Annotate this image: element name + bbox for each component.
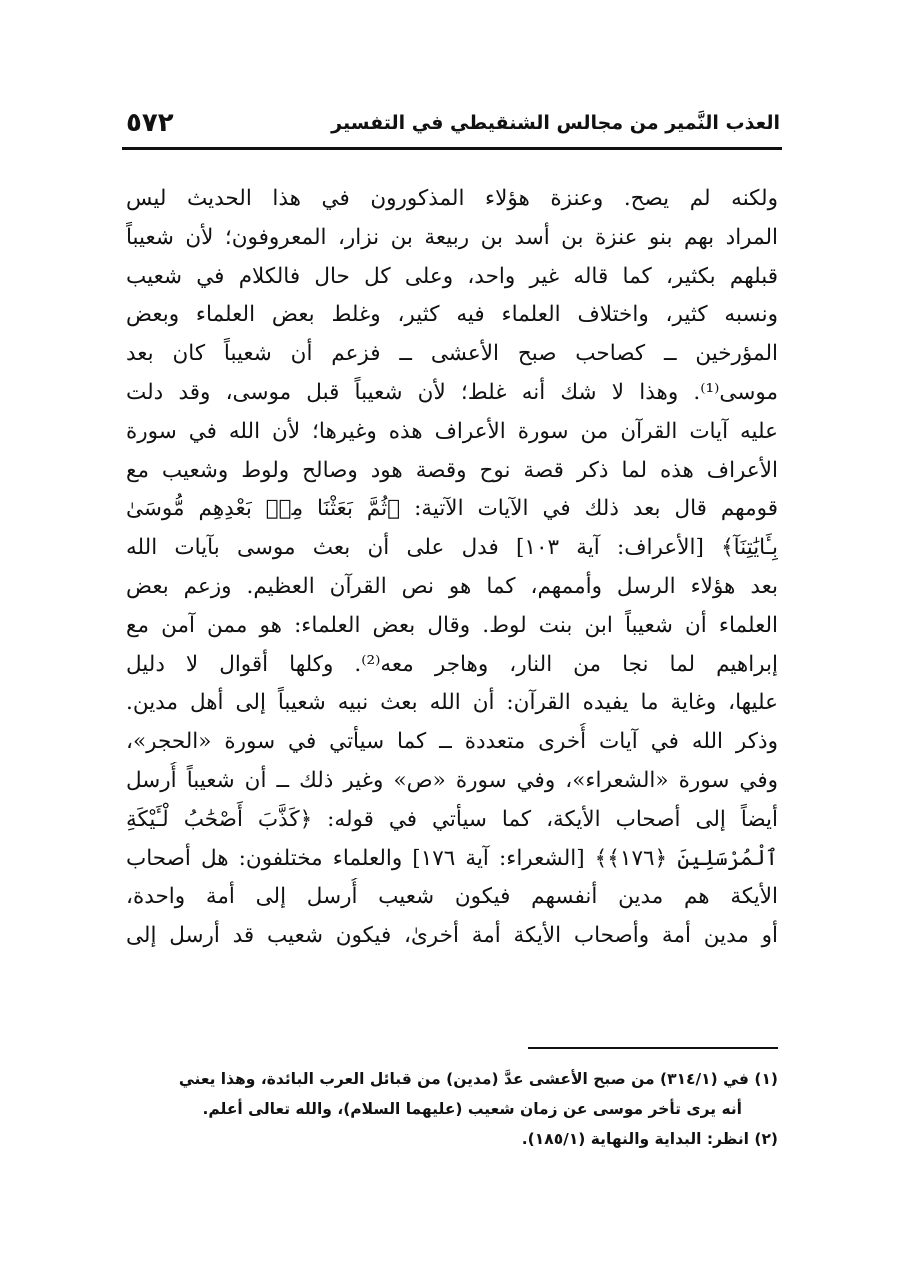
header-rule [122, 147, 782, 150]
text-line: عليه آيات القرآن من سورة الأعراف هذه وغيرها؛ لأن الله في سورة [126, 418, 778, 444]
text-line: المراد بهم بنو عنزة بن أسد بن ربيعة بن نزار، المعروفون؛ لأن شعيباً [126, 224, 778, 250]
text-line: قبلهم بكثير، كما قاله غير واحد، وعلى كل حال فالكلام في شعيب [126, 263, 778, 289]
text-line: موسى⁽¹⁾. وهذا لا شك أنه غلط؛ لأن شعيباً قبل موسى، وقد دلت [126, 379, 778, 405]
text-line: ونسبه كثير، واختلاف العلماء فيه كثير، وغلط بعض العلماء وبعض [126, 302, 778, 328]
text-line: الأيكة هم مدين أنفسهم فيكون شعيب أُرسل إلى أمة واحدة، [126, 884, 778, 910]
text-line: الأعراف هذه لما ذكر قصة نوح وقصة هود وصالح ولوط وشعيب مع [126, 457, 778, 483]
text-line: ٱلْمُرْسَلِينَ ﴿١٧٦﴾﴾ [الشعراء: آية ١٧٦] والعلماء مختلفون: هل أصحاب [126, 845, 778, 871]
text-line: ولكنه لم يصح. وعنزة هؤلاء المذكورون في هذا الحديث ليس [126, 186, 778, 211]
footnote-1-continuation: أنه يرى تأخر موسى عن زمان شعيب (عليهما السلام)، والله تعالى أعلم. [202, 1100, 742, 1118]
text-line: أيضاً إلى أصحاب الأيكة، كما سيأتي في قوله: ﴿كَذَّبَ أَصْحَٰبُ لْـَٔيْكَةِ [126, 806, 778, 832]
text-line: وفي سورة «الشعراء»، وفي سورة «ص» وغير ذلك ــ أن شعيباً أُرسل [126, 767, 778, 793]
footnote-1: (١) في (٣١٤/١) من صبح الأعشى عدَّ (مدين) من قبائل العرب البائدة، وهذا يعني [178, 1070, 778, 1088]
text-line: قومهم قال بعد ذلك في الآيات الآتية: ﴿ثُمَّ بَعَثْنَا مِنۢ بَعْدِهِم مُّوسَىٰ [126, 496, 778, 522]
text-line: العلماء أن شعيباً ابن بنت لوط. وقال بعض العلماء: هو ممن آمن مع [126, 612, 778, 638]
footnote-separator [528, 1047, 778, 1049]
text-line: المؤرخين ــ كصاحب صبح الأعشى ــ فزعم أن شعيباً كان بعد [126, 341, 778, 367]
footnotes [126, 1064, 778, 1154]
main-text [126, 180, 778, 956]
footnote-2: (٢) انظر: البداية والنهاية (١٨٥/١). [521, 1130, 778, 1148]
text-line: بِـَٔايَٰتِنَآ﴾ [الأعراف: آية ١٠٣] فدل على أن بعث موسى بآيات الله [126, 535, 778, 561]
text-line: عليها، وغاية ما يفيده القرآن: أن الله بعث نبيه شعيباً إلى أهل مدين. [126, 690, 778, 716]
text-line: بعد هؤلاء الرسل وأممهم، كما هو نص القرآن العظيم. وزعم بعض [126, 573, 778, 599]
text-line: إبراهيم لما نجا من النار، وهاجر معه⁽²⁾. وكلها أقوال لا دليل [126, 651, 778, 677]
book-title: العذب النَّمير من مجالس الشنقيطي في التفسير [331, 112, 780, 134]
text-line: وذكر الله في آيات أُخرى متعددة ــ كما سيأتي في سورة «الحجر»، [126, 729, 778, 755]
text-line: أو مدين أمة وأصحاب الأيكة أمة أخرىٰ، فيكون شعيب قد أرسل إلى [126, 923, 778, 949]
running-header [126, 108, 780, 148]
page-number: ٥٧٢ [126, 108, 174, 138]
